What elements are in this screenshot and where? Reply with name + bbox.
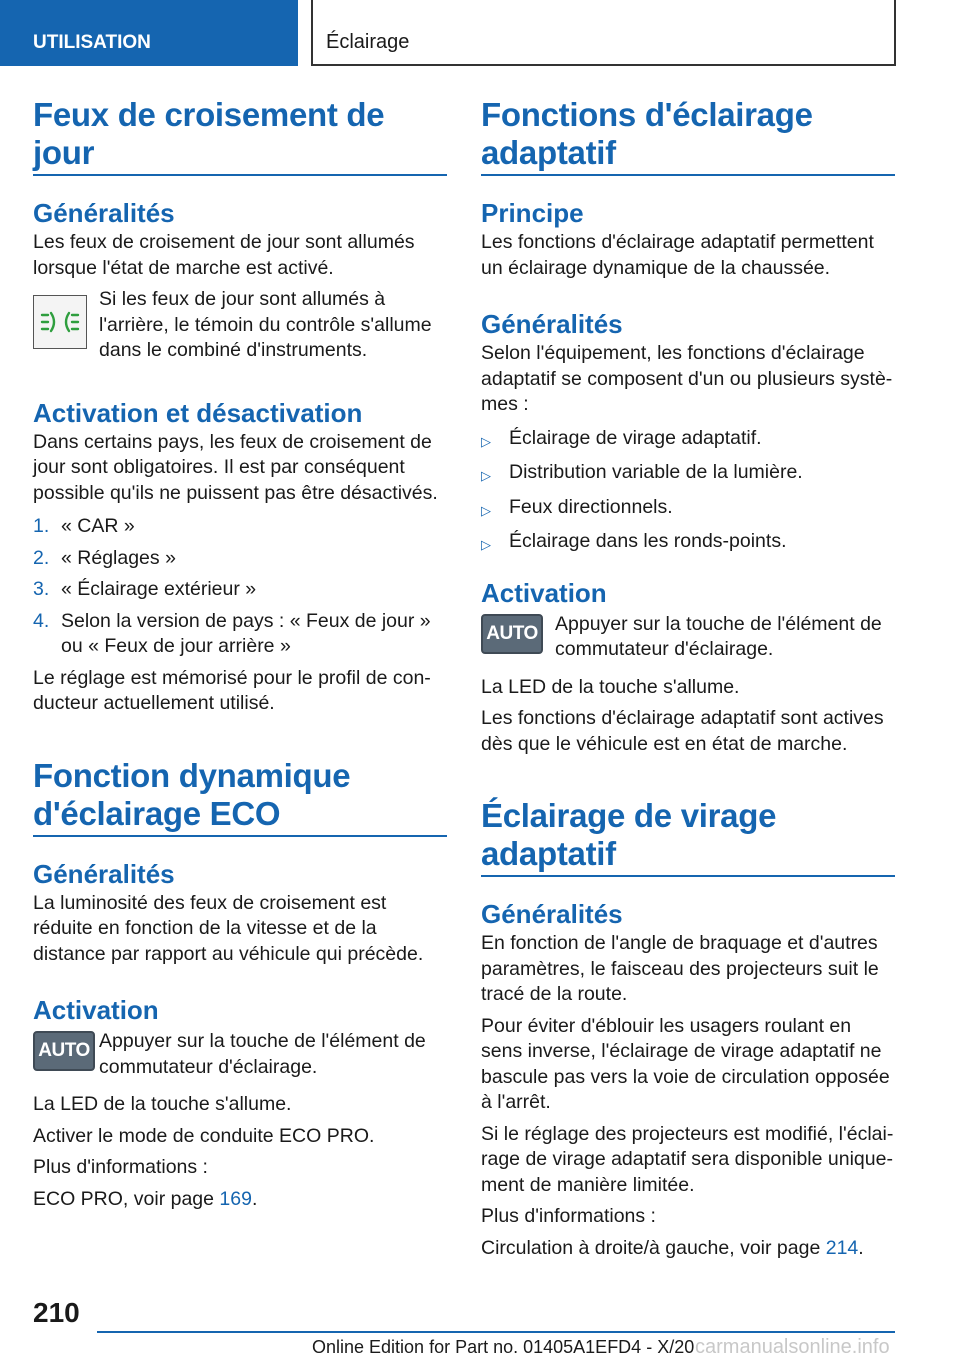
indicator-note-text: Si les feux de jour sont allumés à l'arrière, le témoin du contrôle s'allume dans le combiné d'instruments.: [99, 288, 432, 361]
list-item: [481, 460, 895, 489]
reference-end: .: [858, 1236, 864, 1259]
page-link-214[interactable]: 214: [825, 1236, 859, 1259]
auto-button-icon: AUTO: [481, 614, 543, 654]
subheading-activation-deactivation: Activation et désactivation: [33, 397, 363, 428]
edition-text: Online Edition for Part no. 01405A1EFD4 - X/20: [312, 1337, 695, 1357]
heading-eco-lighting: Fonction dynamique d'éclairage ECO: [33, 757, 447, 837]
paragraph-led: La LED de la touche s'allume.: [481, 675, 740, 698]
step-number: 4.: [33, 609, 50, 632]
paragraph-more-info: Plus d'informations :: [33, 1156, 208, 1178]
paragraph-page-reference: [33, 1187, 447, 1213]
step-number: 2.: [33, 546, 50, 569]
bullet-text: Feux directionnels.: [509, 495, 673, 518]
step-text: « CAR »: [61, 515, 135, 537]
list-item: [33, 609, 447, 660]
daytime-lamp-indicator-icon: [33, 295, 87, 349]
paragraph-principle: Les fonctions d'éclairage adaptatif permettent un éclairage dynamique de la chaussée.: [481, 231, 874, 279]
bullet-text: Éclairage dans les ronds-points.: [509, 530, 787, 552]
bullet-triangle-icon: ▷: [481, 537, 491, 552]
paragraph-general: Les feux de croisement de jour sont allumés lorsque l'état de marche est activé.: [33, 231, 415, 279]
bullet-triangle-icon: ▷: [481, 433, 491, 449]
watermark: carmanualsonline.info: [695, 1336, 890, 1358]
subheading-general: Généralités: [33, 198, 175, 228]
list-item: [481, 529, 895, 558]
paragraph-active: Les fonctions d'éclairage adaptatif sont actives dès que le véhicule est en état de marche.: [481, 707, 884, 755]
step-number: 3.: [33, 578, 50, 600]
systems-list: [481, 426, 895, 558]
reference-text: Circulation à droite/à gauche, voir page: [481, 1236, 826, 1259]
step-text: « Éclairage extérieur »: [61, 578, 257, 600]
left-column: [33, 96, 447, 1218]
paragraph-cornering-2: Pour éviter d'éblouir les usagers roulant en sens inverse, l'éclairage de virage adaptatif ne bascule pas vers la voie de circulation opposée à l'arrêt.: [481, 1014, 890, 1113]
paragraph-eco-general: La luminosité des feux de croisement est réduite en fonction de la vitesse et de la distance par rapport au véhicule qui précède.: [33, 891, 424, 965]
subheading-principle: Principe: [481, 198, 584, 228]
section-label: UTILISATION: [0, 0, 298, 66]
list-item: [33, 577, 447, 603]
bullet-text: Éclairage de virage adaptatif.: [509, 426, 762, 449]
list-item: [481, 426, 895, 455]
chapter-title: Éclairage: [311, 0, 896, 66]
subheading-cornering-general: Généralités: [481, 899, 623, 929]
bullet-text: Distribution variable de la lumière.: [509, 461, 803, 483]
auto-button-note: [33, 1029, 447, 1086]
paragraph-page-reference: [481, 1236, 895, 1262]
paragraph-eco-mode: Activer le mode de conduite ECO PRO.: [33, 1124, 375, 1147]
right-column: [481, 96, 895, 1267]
paragraph-more-info: Plus d'informations :: [481, 1205, 656, 1227]
step-text: Selon la version de pays : « Feux de jour » ou « Feux de jour arrière »: [61, 609, 431, 657]
page-link-169[interactable]: 169: [219, 1187, 252, 1210]
paragraph-cornering-3: Si le réglage des projecteurs est modifié, l'éclairage de virage adaptatif sera disponible uniquement de manière limitée.: [481, 1122, 894, 1196]
paragraph-stored: Le réglage est mémorisé pour le profil de conducteur actuellement utilisé.: [33, 666, 431, 714]
auto-button-icon: AUTO: [33, 1031, 95, 1071]
list-item: [481, 495, 895, 524]
paragraph-activation: Dans certains pays, les feux de croisement de jour sont obligatoires. Il est par conséquent possible qu'ils ne puissent pas être désactivés.: [33, 430, 438, 504]
paragraph-general: Selon l'équipement, les fonctions d'éclairage adaptatif se composent d'un ou plusieurs systèmes :: [481, 342, 893, 415]
subheading-eco-general: Généralités: [33, 858, 175, 889]
page-number: 210: [33, 1297, 80, 1328]
list-item: [33, 514, 447, 540]
subheading-general: Généralités: [481, 309, 623, 339]
heading-adaptive-cornering: Éclairage de virage adaptatif: [481, 797, 895, 877]
subheading-activation: Activation: [481, 577, 607, 608]
steps-list: [33, 514, 447, 660]
auto-button-note-text: Appuyer sur la touche de l'élément de commutateur d'éclairage.: [99, 1030, 426, 1078]
auto-button-note-text: Appuyer sur la touche de l'élément de commutateur d'éclairage.: [555, 612, 882, 660]
heading-daytime-running-lights: Feux de croisement de jour: [33, 96, 447, 176]
bullet-triangle-icon: ▷: [481, 502, 491, 518]
bullet-triangle-icon: ▷: [481, 468, 491, 483]
reference-end: .: [251, 1187, 258, 1210]
footer-rule: [97, 1331, 895, 1333]
step-text: « Réglages »: [61, 546, 176, 569]
heading-adaptive-lighting: Fonctions d'éclairage adaptatif: [481, 96, 895, 176]
reference-text: ECO PRO, voir page: [33, 1187, 220, 1210]
subheading-eco-activation: Activation: [33, 995, 159, 1025]
step-number: 1.: [33, 515, 50, 537]
list-item: [33, 546, 447, 572]
paragraph-cornering-1: En fonction de l'angle de braquage et d'autres paramètres, le faisceau des projecteurs suit le tracé de la route.: [481, 932, 879, 1005]
paragraph-led: La LED de la touche s'allume.: [33, 1093, 292, 1115]
auto-button-note: [481, 612, 895, 669]
indicator-note: [33, 287, 447, 370]
